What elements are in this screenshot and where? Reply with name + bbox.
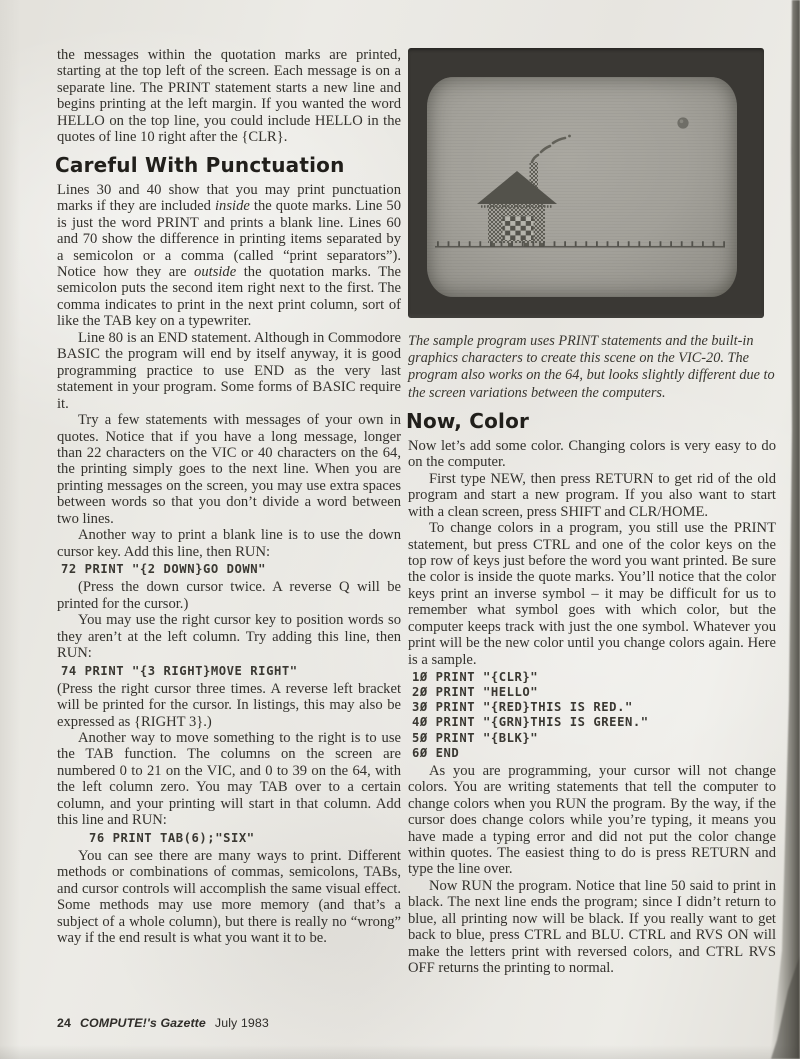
paragraph: (Press the down cursor twice. A reverse Q will be printed for the cursor.) bbox=[57, 579, 401, 612]
right-column-text bbox=[408, 409, 776, 977]
code-listing: 72 PRINT "{2 DOWN}GO DOWN" bbox=[61, 562, 267, 577]
page-number: 24 bbox=[57, 1016, 71, 1030]
sun-icon bbox=[677, 117, 688, 128]
section-heading: Careful With Punctuation bbox=[55, 152, 345, 177]
code-listing: 76 PRINT TAB(6);"SIX" bbox=[89, 830, 255, 845]
paragraph: Try a few statements with messages of your own in quotes. Notice that if you have a long message, longer than 22 characters on the VIC or 40 characters on the 64, the printing simply goes to the next line. When you are printing messages on the screen, you may use extra spaces between words so that you don’t divide a word between two lines. bbox=[57, 412, 401, 527]
sun-highlight bbox=[680, 120, 684, 124]
house-roof bbox=[477, 171, 557, 204]
crt-photo bbox=[408, 48, 764, 318]
photo-caption: The sample program uses PRINT statements and the built-in graphics characters to create this scene on the VIC-20. The program also works on the 64, but looks slightly different due to the screen variations between the computers. bbox=[408, 333, 775, 401]
chimney-smoke-icon bbox=[532, 135, 571, 162]
code-listing: 1Ø PRINT "{CLR}" 2Ø PRINT "HELLO" 3Ø PRINT "{RED}THIS IS RED." 4Ø PRINT "{GRN}THIS IS GREEN." 5Ø PRINT "{BLK}" 6Ø END bbox=[412, 670, 649, 760]
house-window bbox=[503, 216, 534, 240]
paragraph: Now let’s add some color. Changing colors is very easy to do on the computer. bbox=[408, 437, 776, 471]
paragraph: First type NEW, then press RETURN to get rid of the old program and start a new program. If you also want to start with a clean screen, press SHIFT and CLR/HOME. bbox=[408, 470, 776, 520]
code-listing: 74 PRINT "{3 RIGHT}MOVE RIGHT" bbox=[61, 663, 298, 678]
paragraph: You can see there are many ways to print. Different methods or combinations of commas, semicolons, TABs, and cursor controls will accomplish the same visual effect. Some methods may use more memory (and that’s a subject of a whole column), but there is really no “wrong” way if the end result is what you want it to be. bbox=[57, 847, 401, 947]
issue-date: July 1983 bbox=[214, 1016, 269, 1030]
scan-edge-shadow bbox=[768, 0, 800, 1059]
paragraph: Another way to move something to the right is to use the TAB function. The columns on the screen are numbered 0 to 21 on the VIC, and 0 to 39 on the 64, with the left column zero. You may TAB over to a certain column, and your printing will start in that column. Add this line and RUN: bbox=[57, 729, 401, 829]
crt-screen bbox=[427, 77, 737, 297]
paragraph: To change colors in a program, you still use the PRINT statement, but press CTRL and one of the color keys on the top row of keys just before the word you want printed. Be sure the color is inside the quote marks. You’ll notice that the color keys print an inverse symbol – it may be difficult for us to remember what symbol goes with which color, but the computer keeps track with just the one symbol. Whatever you print will be the new color until you change colors again. Here is a sample. bbox=[408, 520, 776, 668]
paragraph: You may use the right cursor key to position words so they aren’t at the left column. Try adding this line, then RUN: bbox=[57, 612, 401, 662]
house-supports bbox=[490, 243, 544, 247]
page-footer bbox=[57, 1016, 269, 1030]
paragraph: Another way to print a blank line is to use the down cursor key. Add this line, then RUN: bbox=[57, 527, 401, 560]
paragraph: As you are programming, your cursor will not change colors. You are writing statements that tell the computer to change colors when you RUN the program. By the way, if the cursor does change colors while you’re typing, it means you have made a typing error and did not put the color change within quotes. The easiest thing to do is press RETURN and type the line over. bbox=[408, 762, 776, 878]
paragraph: Line 80 is an END statement. Although in Commodore BASIC the program will end by itself anyway, it is good programming practice to use END as the very last statement in your program. Some forms of BASIC require it. bbox=[57, 329, 401, 412]
paragraph: (Press the right cursor three times. A reverse left bracket will be printed for the cursor. In listings, this may also be expressed as {RIGHT 3}.) bbox=[57, 680, 401, 730]
vic20-scene bbox=[427, 77, 737, 297]
paragraph: Lines 30 and 40 show that you may print punctuation marks if they are included inside the quote marks. Line 50 is just the word PRINT and prints a blank line. Lines 60 and 70 show the difference in printing items separated by a semicolon or a comma (called “print separators”). Notice how they are outside the quotation marks. The semicolon puts the second item right next to the first. The comma indicates to print in the next print column, sort of like the TAB key on a typewriter. bbox=[57, 181, 401, 330]
magazine-title: COMPUTE!'s Gazette bbox=[79, 1016, 206, 1030]
section-heading: Now, Color bbox=[406, 408, 530, 433]
left-column bbox=[57, 47, 401, 946]
paragraph: the messages within the quotation marks are printed, starting at the top left of the screen. Each message is on a separate line. The PRINT statement starts a new line and begins printing at the left margin. If you wanted the word HELLO on the top line, you could include HELLO in the quotes of line 10 right after the {CLR}. bbox=[57, 47, 401, 146]
paragraph: Now RUN the program. Notice that line 50 said to print in black. The next line ends the program; since I didn’t return to blue, all printing now will be black. If you really want to get back to blue, press CTRL and BLU. CTRL and RVS ON will make the letters print with reversed colors, and CTRL RVS OFF returns the printing to normal. bbox=[408, 877, 776, 977]
right-column bbox=[408, 48, 776, 977]
